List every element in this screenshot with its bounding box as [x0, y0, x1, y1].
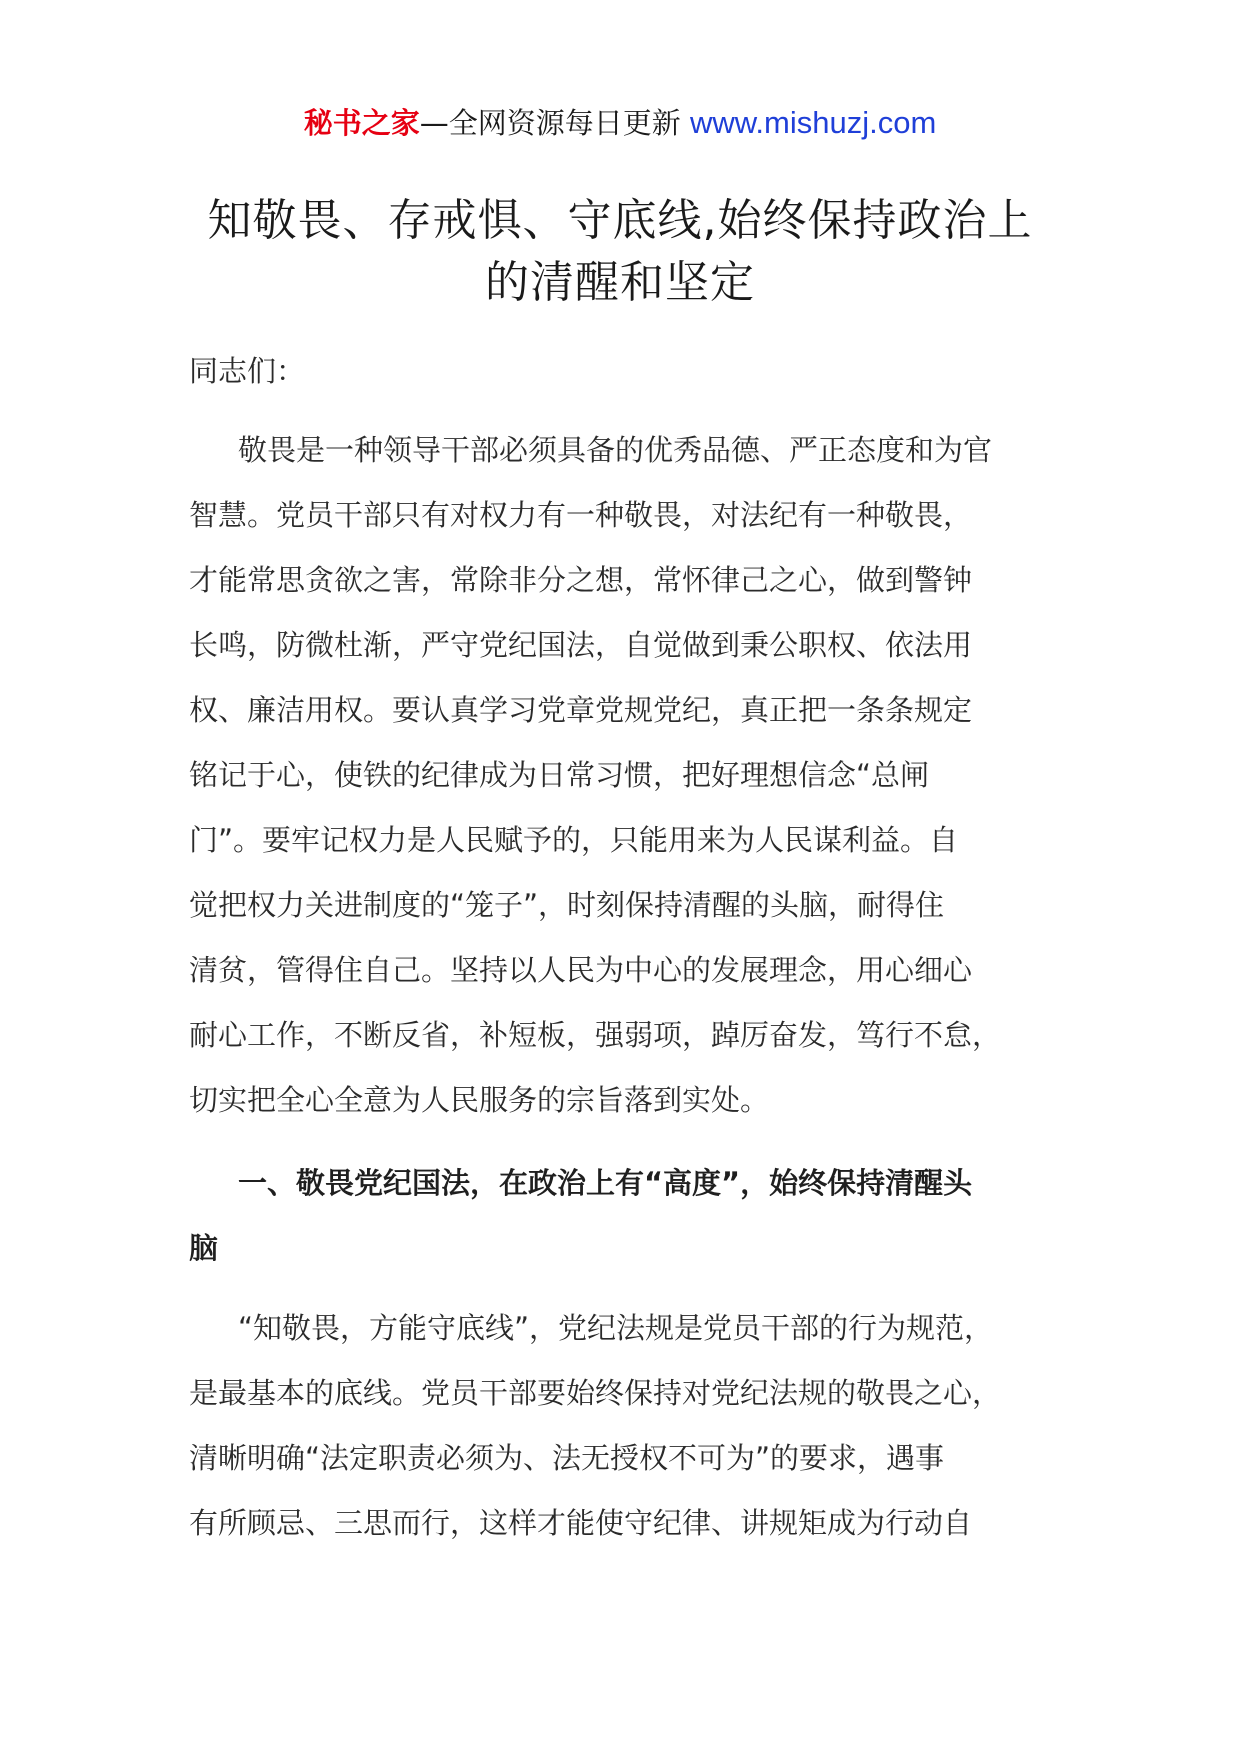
paragraph-line: 耐心工作，不断反省，补短板，强弱项，踔厉奋发，笃行不怠， — [189, 1018, 1002, 1052]
paragraph-line: 铭记于心，使铁的纪律成为日常习惯，把好理想信念“总闸 — [189, 758, 930, 792]
site-tagline: —全网资源每日更新 — [419, 106, 681, 140]
document-title — [0, 190, 1240, 314]
title-line: 知敬畏、存戒惧、守底线,始终保持政治上 — [207, 195, 1033, 246]
paragraph-line: 切实把全心全意为人民服务的宗旨落到实处。 — [189, 1083, 770, 1117]
site-header — [0, 98, 1240, 148]
paragraph-line: 权、廉洁用权。要认真学习党章党规党纪，真正把一条条规定 — [189, 693, 973, 727]
paragraph-line: 觉把权力关进制度的“笼子”，时刻保持清醒的头脑，耐得住 — [189, 888, 945, 922]
paragraph-line: 才能常思贪欲之害，常除非分之想，常怀律己之心，做到警钟 — [189, 563, 973, 597]
site-url-link[interactable]: www.mishuzj.com — [689, 105, 937, 140]
paragraph-line: 智慧。党员干部只有对权力有一种敬畏，对法纪有一种敬畏， — [189, 498, 973, 532]
paragraph-line: “知敬畏，方能守底线”，党纪法规是党员干部的行为规范， — [238, 1311, 994, 1345]
paragraph-line: 清贫，管得住自己。坚持以人民为中心的发展理念，用心细心 — [189, 953, 973, 987]
paragraph-line: 敬畏是一种领导干部必须具备的优秀品德、严正态度和为官 — [238, 433, 993, 467]
paragraph-line: 清晰明确“法定职责必须为、法无授权不可为”的要求，遇事 — [189, 1441, 945, 1475]
paragraph-line: 门”。要牢记权力是人民赋予的，只能用来为人民谋利益。自 — [189, 823, 959, 857]
title-line: 的清醒和坚定 — [485, 257, 755, 308]
paragraph-line: 有所顾忌、三思而行，这样才能使守纪律、讲规矩成为行动自 — [189, 1506, 973, 1540]
paragraph-line: 是最基本的底线。党员干部要始终保持对党纪法规的敬畏之心， — [189, 1376, 1002, 1410]
section-heading: 一、敬畏党纪国法，在政治上有“高度”，始终保持清醒头 — [238, 1166, 973, 1200]
salutation: 同志们： — [189, 354, 306, 388]
site-brand: 秘书之家 — [303, 106, 420, 140]
paragraph-line: 长鸣，防微杜渐，严守党纪国法，自觉做到秉公职权、依法用 — [189, 628, 973, 662]
section-heading: 脑 — [189, 1231, 219, 1265]
